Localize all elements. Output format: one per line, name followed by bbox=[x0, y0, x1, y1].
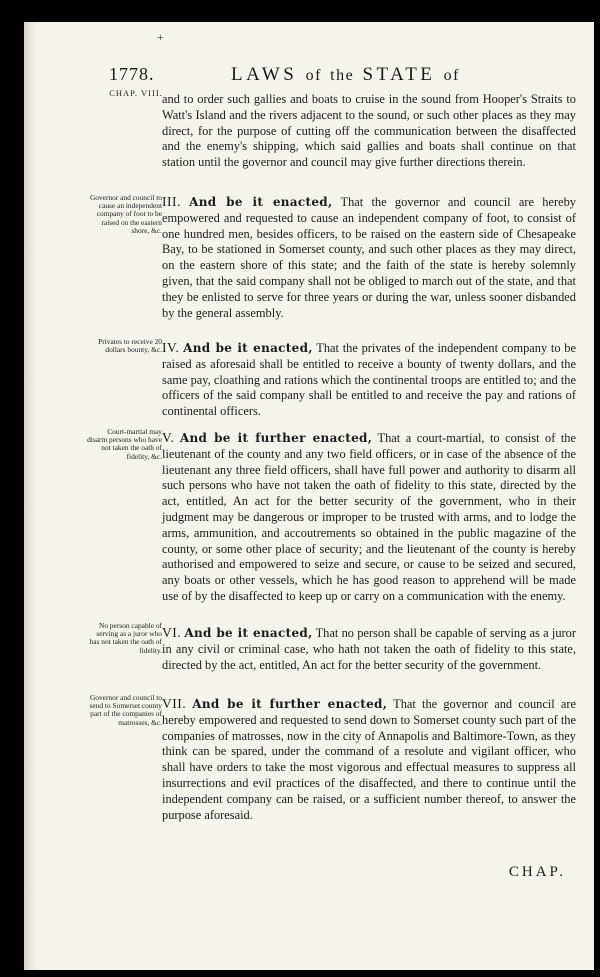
enacting-clause: And be it further enacted, bbox=[179, 431, 373, 445]
section-number: VI. bbox=[162, 625, 182, 640]
document-page bbox=[24, 22, 594, 970]
section-text: That the governor and council are hereby empowered and requested to send down to Somerset county such part of the companies of matrosses, now in the city of Annapolis and Baltimore-Town, as they think can be spared, under the command of a resolute and vigilant officer, who shall have orders to take the most vigorous and effectual measures to suppress all insurrections and evil practices of the disaffected, and there to continue until the independent company can be raised, or a sufficient number thereof, to answer the purpose aforesaid. bbox=[162, 697, 577, 822]
section-vi bbox=[162, 625, 576, 673]
section-text: That the governor and council are hereby empowered and requested to cause an independent company of foot, to consist of one hundred men, besides officers, to be raised on the eastern side of Chesapeake Bay, to be stationed in Somerset county, and such other places as they may direct, on the eastern shore of this state; and the faith of the state is hereby solemnly given, that the said company shall not be obliged to march out of the state, and that they be enlisted to serve for three years or during the war, unless sooner disbanded by the general assembly. bbox=[162, 195, 576, 320]
section-text: and to order such gallies and boats to cruise in the sound from Hooper's Straits to Watt's Island and the rivers adjacent to the sound, or such other places as they may direct, for the purpose of cutting off the communication between the disaffected and the enemy's shipping, which said gallies and boats shall continue on that station until the governor and council may give further directions therein. bbox=[162, 92, 576, 170]
section-number: V. bbox=[162, 430, 175, 445]
enacting-clause: And be it enacted, bbox=[189, 195, 333, 209]
title-state: STATE bbox=[362, 64, 436, 85]
title-of: of bbox=[305, 67, 322, 84]
enacting-clause: And be it enacted, bbox=[184, 626, 313, 640]
margin-note: No person capable of serving as a juror who has not taken the oath of fidelity. bbox=[89, 621, 162, 655]
margin-note: Court-martial may disarm persons who have not taken the oath of fidelity, &c. bbox=[87, 427, 162, 461]
enacting-clause: And be it further enacted, bbox=[192, 697, 388, 711]
section-number: III. bbox=[162, 194, 181, 209]
chapter-label: CHAP. VIII. bbox=[109, 88, 163, 98]
section-iii bbox=[162, 194, 576, 321]
printer-mark: + bbox=[157, 30, 164, 44]
running-title bbox=[231, 64, 460, 86]
title-laws: LAWS bbox=[231, 64, 298, 85]
section-vii bbox=[162, 696, 576, 823]
section-number: IV. bbox=[162, 340, 180, 355]
section-iv bbox=[162, 340, 576, 420]
margin-note: Governor and council to send to Somerset county part of the companies of matrosses, &c. bbox=[89, 693, 162, 727]
section-continuation bbox=[162, 92, 576, 171]
section-text: That the privates of the independent company to be raised as aforesaid shall be entitled to receive a bounty of twenty dollars, and the same pay, cloathing and rations which the continental troops are entitled to; and the officers of the said company shall be entitled to and receive the pay and rations of continental officers. bbox=[162, 341, 576, 419]
enacting-clause: And be it enacted, bbox=[183, 341, 313, 355]
margin-note: Privates to receive 20 dollars bounty, &c. bbox=[98, 337, 162, 355]
section-text: That no person shall be capable of serving as a juror in any civil or criminal case, who hath not taken the oath of fidelity to this state, directed by the act, entitled, An act for the better security of the government. bbox=[162, 626, 576, 672]
section-v bbox=[162, 430, 576, 605]
section-number: VII. bbox=[162, 696, 187, 711]
margin-note: Governor and council to cause an independent company of foot to be raised on the eastern shore, &c. bbox=[89, 193, 162, 235]
title-of-2: of bbox=[443, 67, 460, 84]
catchword: CHAP. bbox=[508, 864, 566, 880]
section-text: That a court-martial, to consist of the lieutenant of the county and any two field officers, or in case of the absence of the lieutenant any three field officers, shall have full power and authority to disarm all such persons who have not taken the oath of fidelity to this state, directed by the act, entitled, An act for the better security of the government, who in their judgment may be dangerous or improper to be trusted with arms, and to lodge the arms, ammunition, and accoutrements so obtained in the public magazine of the county, or some other place of security; and the lieutenant of the county is hereby authorised and empowered to seize and secure, or cause to be seized and secured, any boats or other vessels, which he has good reason to apprehend will be made use of by the disaffected to keep up or carry on a communication with the enemy. bbox=[162, 431, 577, 603]
title-the: the bbox=[330, 67, 355, 84]
page-number: 1778. bbox=[109, 64, 155, 84]
